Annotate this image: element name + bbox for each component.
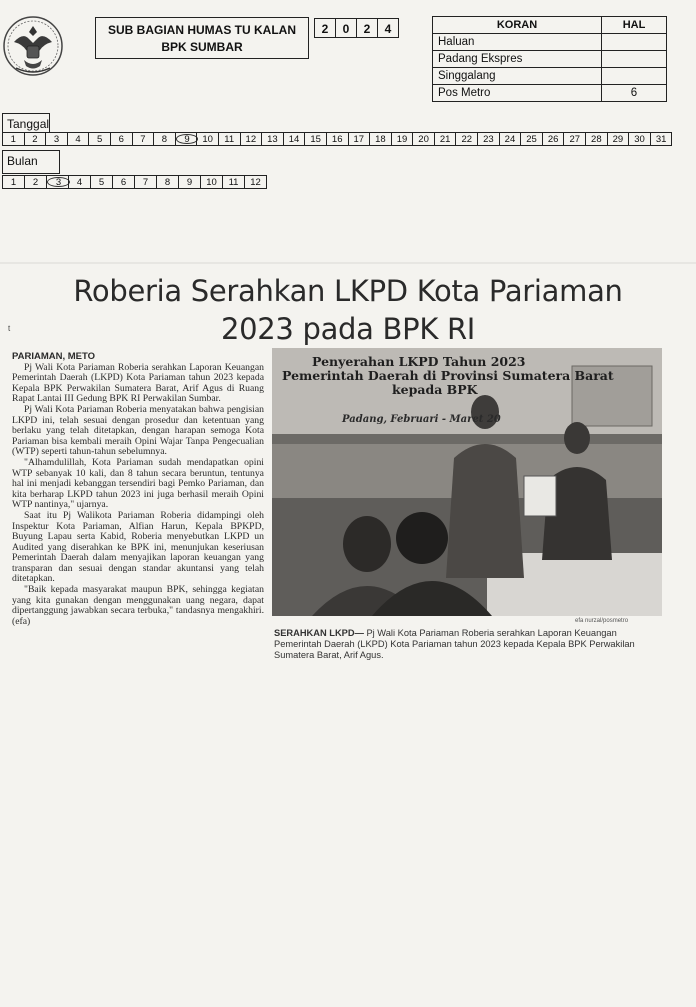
headline-line1: Roberia Serahkan LKPD Kota Pariaman (73, 274, 623, 308)
hal-header: HAL (602, 17, 667, 34)
koran-header: KORAN (433, 17, 602, 34)
cell-9 (175, 132, 198, 146)
paragraph: "Baik kepada masyarakat maupun BPK, sehingga kegiatan yang kita gunakan dengan menggunakan uang negara, dapat dipertanggung jawabkan secara terbuka," tandasnya mengakhiri. (efa) (12, 584, 264, 627)
year-digit: 2 (356, 18, 378, 38)
cell-6: 6 (112, 175, 135, 189)
cell-15: 15 (304, 132, 327, 146)
table-row (433, 51, 667, 68)
tanggal-label: Tanggal (2, 113, 50, 133)
cell-10: 10 (200, 175, 223, 189)
cell-8: 8 (153, 132, 176, 146)
unit-title-line2: BPK SUMBAR (161, 40, 243, 54)
page-number (602, 51, 667, 68)
cell-8: 8 (156, 175, 179, 189)
cell-22: 22 (455, 132, 478, 146)
cell-9: 9 (178, 175, 201, 189)
margin-mark: t (8, 324, 11, 333)
headline-line2: 2023 pada BPK RI (220, 312, 476, 346)
photo-credit: efa nurzal/posmetro (575, 618, 629, 624)
table-row (433, 85, 667, 102)
photo-caption (274, 628, 664, 661)
selected-circle-mark: 3 (47, 177, 70, 187)
paragraph: Saat itu Pj Walikota Pariaman Roberia didampingi oleh Inspektur Kota Pariaman, Alfian Harun, Kepala BPKPD, Buyung Lapau serta Kabid, Roberia menyebutkan LKPD un Audited yang diserahkan ke BPK ini, menunjukan keseriusan Pemerintah Daerah dalam menyajikan laporan keuangan yang transparan dan sesuai dengan standar akuntansi yang telah ditetapkan. (12, 509, 264, 585)
newspaper-name: Haluan (433, 34, 602, 51)
cell-28: 28 (585, 132, 608, 146)
unit-title-box (95, 17, 309, 59)
cell-4: 4 (68, 175, 91, 189)
article-photo (272, 348, 662, 616)
cell-20: 20 (412, 132, 435, 146)
cell-24: 24 (499, 132, 522, 146)
cell-10: 10 (196, 132, 219, 146)
cell-13: 13 (261, 132, 284, 146)
dateline: PARIAMAN, METO (12, 351, 96, 362)
unit-title-line1: SUB BAGIAN HUMAS TU KALAN (108, 23, 296, 37)
newspaper-name: Padang Ekspres (433, 51, 602, 68)
scan-divider (0, 262, 696, 264)
cell-4: 4 (67, 132, 90, 146)
photo-banner-line2: Pemerintah Daerah di Provinsi Sumatera Barat (282, 368, 614, 383)
cell-21: 21 (434, 132, 457, 146)
cell-11: 11 (222, 175, 245, 189)
year-digit: 4 (377, 18, 399, 38)
year-digit: 0 (335, 18, 357, 38)
cell-27: 27 (563, 132, 586, 146)
bulan-cells (2, 175, 266, 189)
cell-5: 5 (88, 132, 111, 146)
caption-lead: SERAHKAN LKPD— (274, 628, 364, 638)
selected-circle-mark: 9 (176, 134, 199, 144)
cell-19: 19 (391, 132, 414, 146)
cell-11: 11 (218, 132, 241, 146)
paragraph: Pj Wali Kota Pariaman Roberia serahkan Laporan Keuangan Pemerintah Daerah (LKPD) Kota Pariaman tahun 2023 kepada Kepala BPK Perwakilan Sumatera Barat, Arif Agus di Ruang Rapat Lantai III Gedung BPK RI Perwakilan Sumbar. (12, 361, 264, 405)
cell-16: 16 (326, 132, 349, 146)
cell-14: 14 (283, 132, 306, 146)
year-digit: 2 (314, 18, 336, 38)
article-headline (0, 272, 696, 348)
cell-30: 30 (628, 132, 651, 146)
garuda-emblem-logo (2, 12, 64, 84)
year-cells (314, 18, 398, 38)
article-body (12, 352, 264, 627)
paragraph: Pj Wali Kota Pariaman Roberia menyatakan bahwa pengisian LKPD ini, telah sesuai dengan prosedur dan ketentuan yang berlaku yang telah ditetapkan, dengan harapan semoga Kota Pariaman bisa kembali meraih Opini Wajar Tanpa Pengecualian (WTP) seperti tahun-tahun sebelumnya. (12, 403, 264, 458)
page-number: 6 (602, 85, 667, 102)
cell-7: 7 (132, 132, 155, 146)
caption-text: Pj Wali Kota Pariaman Roberia serahkan Laporan Keuangan Pemerintah Daerah (LKPD) Kota Pariaman tahun 2023 kepada Kepala BPK Perwakilan Sumatera Barat, Arif Agus. (274, 628, 635, 660)
cell-3: 3 (45, 132, 68, 146)
bulan-label: Bulan (2, 150, 60, 174)
cell-12: 12 (244, 175, 267, 189)
cell-29: 29 (607, 132, 630, 146)
table-row (433, 68, 667, 85)
cell-18: 18 (369, 132, 392, 146)
tanggal-cells (2, 132, 671, 146)
photo-illustration (272, 348, 662, 616)
page-number (602, 68, 667, 85)
photo-banner-line3: kepada BPK (392, 382, 478, 397)
newspaper-name: Singgalang (433, 68, 602, 85)
paragraph: "Alhamdulillah, Kota Pariaman sudah mendapatkan opini WTP sebanyak 10 kali, dan 8 tahun secara beruntun, tentunya hal ini menjadi kebanggan tersendiri bagi Pemko Pariaman, dan kita berharap LKPD tahun 2023 ini juga berhasil meraih Opini WTP nantinya," ujarnya. (12, 456, 264, 511)
cell-17: 17 (348, 132, 371, 146)
cell-2: 2 (24, 175, 47, 189)
cell-6: 6 (110, 132, 133, 146)
cell-7: 7 (134, 175, 157, 189)
newspaper-name: Pos Metro (433, 85, 602, 102)
table-row (433, 34, 667, 51)
photo-banner-line1: Penyerahan LKPD Tahun 2023 (312, 354, 526, 369)
cell-31: 31 (650, 132, 673, 146)
cell-1: 1 (2, 132, 25, 146)
cell-12: 12 (240, 132, 263, 146)
newspaper-table (432, 16, 667, 102)
cell-25: 25 (520, 132, 543, 146)
cell-3 (46, 175, 69, 189)
cell-23: 23 (477, 132, 500, 146)
photo-banner-line4: Padang, Februari - Maret 20 (342, 414, 501, 425)
cell-1: 1 (2, 175, 25, 189)
page-number (602, 34, 667, 51)
cell-2: 2 (24, 132, 47, 146)
cell-26: 26 (542, 132, 565, 146)
cell-5: 5 (90, 175, 113, 189)
